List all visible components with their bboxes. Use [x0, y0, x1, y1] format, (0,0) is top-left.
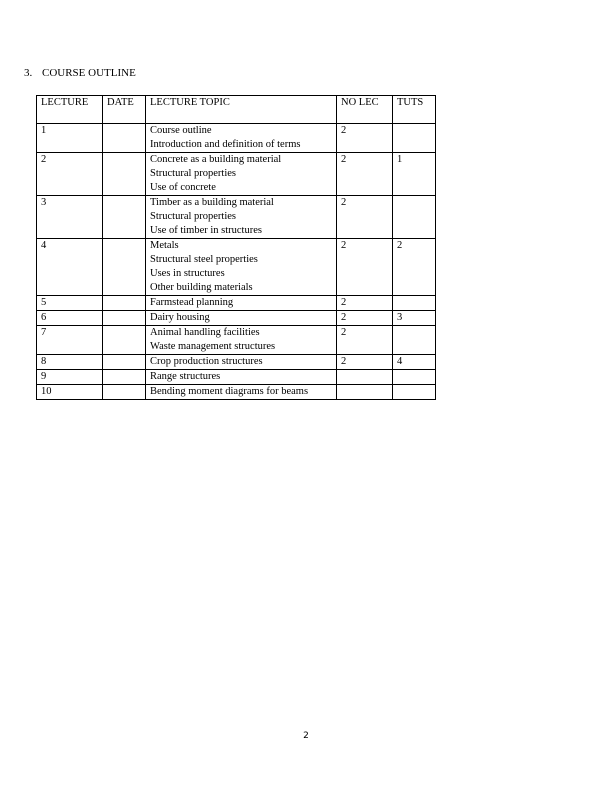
header-lecture-topic: LECTURE TOPIC [146, 96, 337, 124]
cell-lecture-topic [146, 153, 337, 196]
topic-line: Animal handling facilities [150, 327, 260, 338]
cell-tuts [393, 196, 436, 239]
cell-tuts: 1 [393, 153, 436, 196]
table-body [37, 124, 436, 400]
course-outline-table [36, 95, 436, 400]
cell-lecture: 5 [37, 296, 103, 311]
topic-line: Range structures [150, 371, 221, 382]
cell-lecture-topic [146, 239, 337, 296]
cell-lecture-topic [146, 370, 337, 385]
cell-tuts [393, 124, 436, 153]
header-tuts: TUTS [393, 96, 436, 124]
topic-line: Farmstead planning [150, 297, 234, 308]
topic-line: Other building materials [150, 282, 253, 293]
cell-lecture: 1 [37, 124, 103, 153]
table-row [37, 153, 436, 196]
cell-lecture-topic [146, 385, 337, 400]
header-date: DATE [103, 96, 146, 124]
cell-tuts [393, 370, 436, 385]
topic-line: Use of concrete [150, 182, 216, 193]
cell-tuts: 2 [393, 239, 436, 296]
cell-no-lec: 2 [337, 311, 393, 326]
cell-tuts [393, 385, 436, 400]
cell-date [103, 196, 146, 239]
cell-tuts [393, 326, 436, 355]
cell-date [103, 296, 146, 311]
cell-date [103, 326, 146, 355]
table-row [37, 311, 436, 326]
cell-lecture: 6 [37, 311, 103, 326]
table-row [37, 326, 436, 355]
table-row [37, 370, 436, 385]
table-row [37, 385, 436, 400]
cell-no-lec: 2 [337, 296, 393, 311]
cell-date [103, 370, 146, 385]
cell-tuts [393, 296, 436, 311]
cell-lecture: 4 [37, 239, 103, 296]
cell-date [103, 311, 146, 326]
topic-line: Structural properties [150, 168, 237, 179]
cell-lecture: 2 [37, 153, 103, 196]
section-title: COURSE OUTLINE [42, 67, 136, 79]
cell-no-lec: 2 [337, 196, 393, 239]
cell-no-lec: 2 [337, 239, 393, 296]
table-row [37, 124, 436, 153]
cell-no-lec [337, 370, 393, 385]
topic-line: Concrete as a building material [150, 154, 282, 165]
topic-line: Crop production structures [150, 356, 263, 367]
table-row [37, 239, 436, 296]
table-header-row [37, 96, 436, 124]
topic-line: Waste management structures [150, 341, 276, 352]
cell-no-lec: 2 [337, 153, 393, 196]
page-number: 2 [303, 731, 309, 741]
topic-line: Introduction and definition of terms [150, 139, 301, 150]
cell-lecture-topic [146, 124, 337, 153]
cell-lecture: 10 [37, 385, 103, 400]
cell-lecture-topic [146, 196, 337, 239]
cell-no-lec: 2 [337, 124, 393, 153]
cell-date [103, 239, 146, 296]
cell-lecture-topic [146, 296, 337, 311]
topic-line: Dairy housing [150, 312, 210, 323]
cell-lecture-topic [146, 311, 337, 326]
topic-line: Uses in structures [150, 268, 225, 279]
cell-lecture-topic [146, 326, 337, 355]
cell-date [103, 385, 146, 400]
topic-line: Use of timber in structures [150, 225, 262, 236]
cell-no-lec: 2 [337, 326, 393, 355]
section-number: 3. [24, 67, 33, 79]
header-no-lec: NO LEC [337, 96, 393, 124]
cell-lecture-topic [146, 355, 337, 370]
topic-line: Metals [150, 240, 179, 251]
cell-no-lec: 2 [337, 355, 393, 370]
cell-tuts: 3 [393, 311, 436, 326]
topic-line: Bending moment diagrams for beams [150, 386, 309, 397]
cell-lecture: 8 [37, 355, 103, 370]
section-heading [24, 67, 136, 79]
cell-lecture: 9 [37, 370, 103, 385]
cell-date [103, 355, 146, 370]
cell-no-lec [337, 385, 393, 400]
topic-line: Structural steel properties [150, 254, 258, 265]
cell-lecture: 3 [37, 196, 103, 239]
cell-tuts: 4 [393, 355, 436, 370]
topic-line: Timber as a building material [150, 197, 274, 208]
cell-date [103, 124, 146, 153]
topic-line: Course outline [150, 125, 212, 136]
table-row [37, 296, 436, 311]
cell-lecture: 7 [37, 326, 103, 355]
table-row [37, 196, 436, 239]
table-row [37, 355, 436, 370]
header-lecture: LECTURE [37, 96, 103, 124]
cell-date [103, 153, 146, 196]
topic-line: Structural properties [150, 211, 237, 222]
